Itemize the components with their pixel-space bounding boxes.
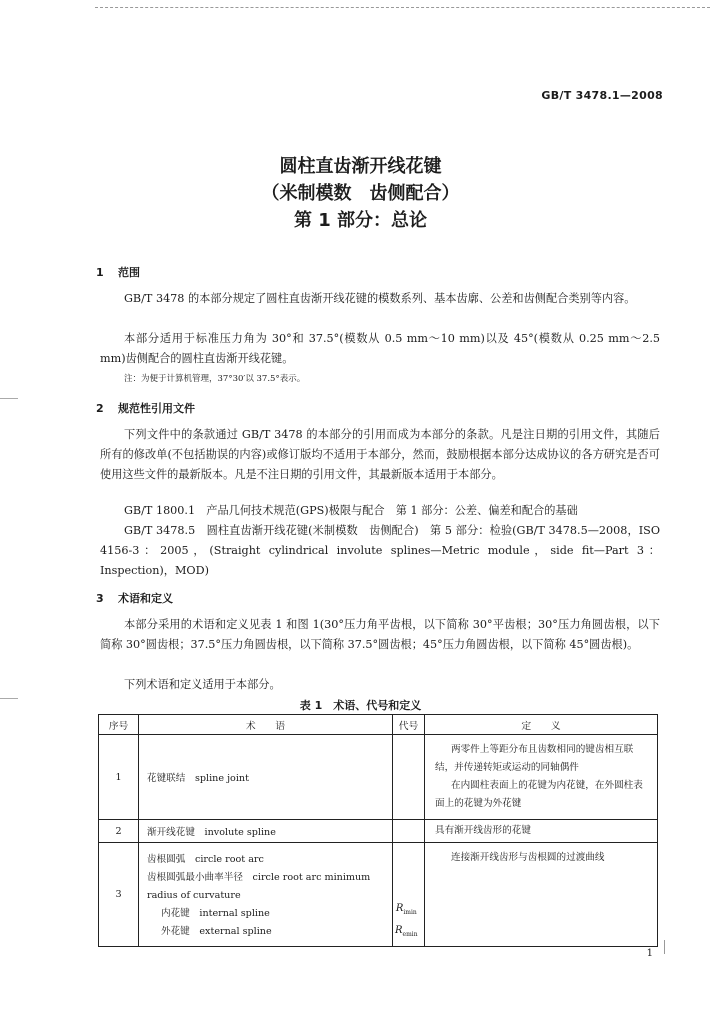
table-row bbox=[99, 843, 658, 947]
row-definition: 具有渐开线齿形的花键 bbox=[425, 820, 658, 843]
section-1-heading bbox=[96, 264, 140, 280]
margin-mark bbox=[0, 398, 18, 399]
top-scan-rule bbox=[95, 7, 710, 8]
section-title: 术语和定义 bbox=[118, 592, 173, 605]
symbol-subscript: emin bbox=[402, 931, 418, 938]
row-term bbox=[139, 843, 393, 947]
symbol-stack bbox=[395, 900, 418, 944]
section-1-para-2: 本部分适用于标准压力角为 30°和 37.5°(模数从 0.5 mm～10 mm)以及 45°(模数从 0.25 mm～2.5 mm)齿侧配合的圆柱直齿渐开线花键。 bbox=[100, 332, 660, 365]
title-line-3: 第 1 部分：总论 bbox=[293, 210, 428, 231]
symbol-r-emin bbox=[395, 922, 418, 944]
section-1-para-1: GB/T 3478 的本部分规定了圆柱直齿渐开线花键的模数系列、基本齿廓、公差和齿侧配合类别等内容。 bbox=[124, 292, 636, 305]
row-number: 1 bbox=[99, 735, 139, 820]
terms-table bbox=[98, 714, 658, 947]
page-edge-rule bbox=[664, 940, 665, 954]
term-sub-line: 外花键 external spline bbox=[161, 925, 272, 937]
table-header-row bbox=[99, 715, 658, 735]
row-symbol bbox=[393, 843, 425, 947]
row-number: 3 bbox=[99, 843, 139, 947]
row-term: 花键联结 spline joint bbox=[139, 735, 393, 820]
section-1-note: 注：为便于计算机管理，37°30′以 37.5°表示。 bbox=[124, 374, 306, 384]
term-line: 齿根圆弧 circle root arc bbox=[147, 853, 264, 865]
page-number: 1 bbox=[646, 948, 653, 959]
row-definition bbox=[425, 843, 658, 947]
symbol-subscript: imin bbox=[403, 909, 417, 916]
normative-reference-2: GB/T 3478.5 圆柱直齿渐开线花键(米制模数 齿侧配合) 第 5 部分：检验(GB/T 3478.5—2008，ISO 4156-3：2005，(Straight cylindrical involute splines—Metric module，side fit—Part 3：Inspection)，MOD) bbox=[100, 524, 660, 577]
header-no: 序号 bbox=[99, 715, 139, 735]
row-number: 2 bbox=[99, 820, 139, 843]
document-code: GB/T 3478.1—2008 bbox=[541, 89, 663, 102]
symbol-letter: R bbox=[395, 925, 403, 936]
section-3-para-2: 下列术语和定义适用于本部分。 bbox=[124, 678, 281, 691]
header-term: 术 语 bbox=[139, 715, 393, 735]
header-symbol: 代号 bbox=[393, 715, 425, 735]
definition-text: 两零件上等距分布且齿数相同的键齿相互联结，并传递转矩或运动的同轴偶件 bbox=[435, 744, 634, 773]
header-definition: 定 义 bbox=[425, 715, 658, 735]
section-2-para-1: 下列文件中的条款通过 GB/T 3478 的本部分的引用而成为本部分的条款。凡是注日期的引用文件，其随后所有的修改单(不包括勘误的内容)或修订版均不适用于本部分，然而，鼓励根据本部分达成协议的各方研究是否可使用这些文件的最新版本。凡是不注日期的引用文件，其最新版本适用于本部分。 bbox=[100, 428, 660, 481]
section-3-para-1: 本部分采用的术语和定义见表 1 和图 1(30°压力角平齿根，以下简称 30°平齿根；30°压力角圆齿根，以下简称 30°圆齿根；37.5°压力角圆齿根，以下简称 37.5°圆齿根；45°压力角圆齿根，以下简称 45°圆齿根)。 bbox=[100, 618, 660, 651]
table-caption: 表 1 术语、代号和定义 bbox=[299, 699, 422, 712]
row-term: 渐开线花键 involute spline bbox=[139, 820, 393, 843]
row-symbol bbox=[393, 735, 425, 820]
row-symbol bbox=[393, 820, 425, 843]
section-title: 范围 bbox=[118, 266, 140, 279]
term-sub-line: 内花键 internal spline bbox=[161, 907, 270, 919]
section-3-heading bbox=[96, 590, 173, 606]
title-line-1: 圆柱直齿渐开线花键 bbox=[279, 156, 442, 177]
table-row bbox=[99, 735, 658, 820]
row-definition bbox=[425, 735, 658, 820]
term-line: 齿根圆弧最小曲率半径 circle root arc minimum bbox=[147, 871, 371, 883]
symbol-r-imin bbox=[395, 900, 418, 922]
symbol-letter: R bbox=[395, 903, 404, 914]
section-number: 1 bbox=[96, 266, 104, 279]
section-title: 规范性引用文件 bbox=[118, 402, 195, 415]
section-2-heading bbox=[96, 400, 195, 416]
section-number: 2 bbox=[96, 402, 104, 415]
table-row bbox=[99, 820, 658, 843]
term-line: radius of curvature bbox=[147, 889, 241, 901]
definition-text: 在内圆柱表面上的花键为内花键，在外圆柱表面上的花键为外花键 bbox=[435, 780, 643, 809]
definition-text: 连接渐开线齿形与齿根圆的过渡曲线 bbox=[451, 852, 605, 863]
section-number: 3 bbox=[96, 592, 104, 605]
title-line-2: （米制模数 齿侧配合） bbox=[261, 183, 460, 204]
normative-reference-1: GB/T 1800.1 产品几何技术规范(GPS)极限与配合 第 1 部分：公差、偏差和配合的基础 bbox=[124, 504, 578, 517]
